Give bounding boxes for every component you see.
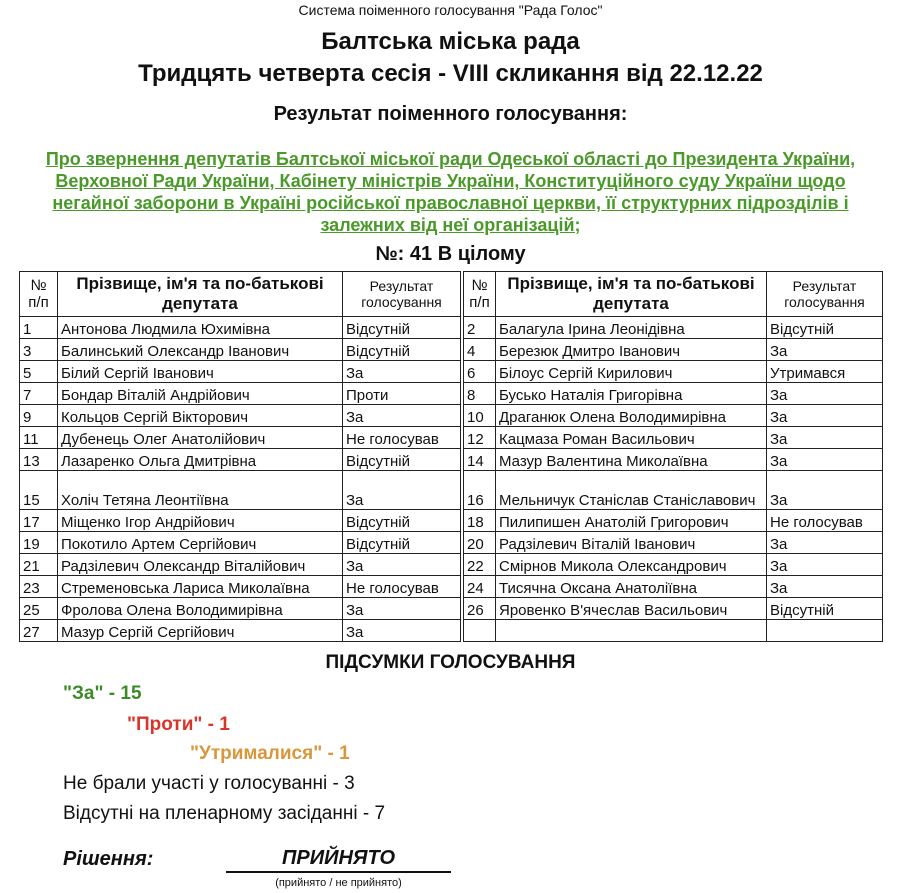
deputy-name: Покотило Артем Сергійович (58, 532, 343, 554)
decision-hint: (прийнято / не прийнято) (275, 877, 402, 889)
deputy-name: Білоус Сергій Кирилович (496, 361, 767, 383)
col-header-name: Прізвище, ім'я та по-батькові депутата (58, 272, 343, 317)
vote-result: Не голосував (343, 576, 461, 598)
deputy-name: Мазур Валентина Миколаївна (496, 449, 767, 471)
table-row (464, 339, 883, 361)
deputy-name: Лазаренко Ольга Дмитрівна (58, 449, 343, 471)
row-number: 15 (20, 471, 58, 510)
vote-result: За (767, 554, 883, 576)
vote-result: За (767, 427, 883, 449)
table-row (464, 361, 883, 383)
vote-result: Відсутній (343, 532, 461, 554)
table-row (20, 383, 461, 405)
table-row (464, 383, 883, 405)
vote-result: За (343, 620, 461, 642)
vote-result: За (767, 405, 883, 427)
deputy-name: Яровенко В'ячеслав Васильович (496, 598, 767, 620)
row-number: 12 (464, 427, 496, 449)
deputy-name: Радзілевич Віталій Іванович (496, 532, 767, 554)
vote-result: За (343, 405, 461, 427)
vote-result: За (343, 554, 461, 576)
table-row (464, 510, 883, 532)
deputy-name: Бондар Віталій Андрійович (58, 383, 343, 405)
vote-result: Не голосував (767, 510, 883, 532)
vote-result: За (343, 471, 461, 510)
row-number: 3 (20, 339, 58, 361)
summary-against: "Проти" - 1 (127, 714, 230, 735)
vote-number: №: 41 В цілому (375, 243, 526, 265)
deputy-name: Антонова Людмила Юхимівна (58, 317, 343, 339)
row-number: 20 (464, 532, 496, 554)
col-header-name: Прізвище, ім'я та по-батькові депутата (496, 272, 767, 317)
table-row (20, 361, 461, 383)
table-row (20, 339, 461, 361)
table-row (20, 427, 461, 449)
vote-result: За (767, 383, 883, 405)
row-number: 17 (20, 510, 58, 532)
row-number: 6 (464, 361, 496, 383)
row-number: 27 (20, 620, 58, 642)
table-row (20, 449, 461, 471)
row-number: 2 (464, 317, 496, 339)
decision-value: ПРИЙНЯТО (226, 847, 451, 873)
deputy-name: Білий Сергій Іванович (58, 361, 343, 383)
vote-result: Відсутній (343, 317, 461, 339)
row-number: 7 (20, 383, 58, 405)
col-header-num: № п/п (464, 272, 496, 317)
table-row (464, 317, 883, 339)
row-number: 10 (464, 405, 496, 427)
vote-result: Відсутній (767, 598, 883, 620)
deputy-name: Стременовська Лариса Миколаївна (58, 576, 343, 598)
col-header-result: Результат голосування (343, 272, 461, 317)
col-header-num: № п/п (20, 272, 58, 317)
vote-result: Відсутній (343, 449, 461, 471)
vote-result: За (343, 598, 461, 620)
deputy-name: Тисячна Оксана Анатоліївна (496, 576, 767, 598)
deputy-name: Пилипишен Анатолій Григорович (496, 510, 767, 532)
table-row (464, 532, 883, 554)
row-number: 18 (464, 510, 496, 532)
row-number: 22 (464, 554, 496, 576)
table-row (20, 554, 461, 576)
vote-result: Відсутній (767, 317, 883, 339)
row-number: 26 (464, 598, 496, 620)
council-title: Балтська міська рада (321, 28, 580, 55)
row-number (464, 620, 496, 642)
summary-absent: Відсутні на пленарному засіданні - 7 (63, 803, 386, 824)
row-number: 1 (20, 317, 58, 339)
deputy-name (496, 620, 767, 642)
row-number: 19 (20, 532, 58, 554)
deputy-name: Радзілевич Олександр Віталійович (58, 554, 343, 576)
table-row (20, 405, 461, 427)
table-row (20, 598, 461, 620)
row-number: 25 (20, 598, 58, 620)
table-row (464, 598, 883, 620)
row-number: 23 (20, 576, 58, 598)
row-number: 11 (20, 427, 58, 449)
vote-result: За (767, 449, 883, 471)
table-row (464, 427, 883, 449)
summary-not-voted: Не брали участі у голосуванні - 3 (63, 773, 355, 794)
row-number: 14 (464, 449, 496, 471)
deputy-name: Холіч Тетяна Леонтіївна (58, 471, 343, 510)
deputy-name: Кольцов Сергій Вікторович (58, 405, 343, 427)
votes-table-left (19, 271, 461, 642)
deputy-name: Мазур Сергій Сергійович (58, 620, 343, 642)
deputy-name: Смірнов Микола Олександрович (496, 554, 767, 576)
vote-result: За (767, 532, 883, 554)
result-title: Результат поіменного голосування: (273, 103, 628, 125)
summary-abstain: "Утрималися" - 1 (190, 743, 350, 764)
deputy-name: Кацмаза Роман Васильович (496, 427, 767, 449)
summary-title: ПІДСУМКИ ГОЛОСУВАННЯ (325, 652, 576, 673)
row-number: 4 (464, 339, 496, 361)
row-number: 16 (464, 471, 496, 510)
row-number: 5 (20, 361, 58, 383)
row-number: 24 (464, 576, 496, 598)
col-header-result: Результат голосування (767, 272, 883, 317)
votes-table-right (463, 271, 883, 642)
table-row (20, 576, 461, 598)
table-row (464, 576, 883, 598)
vote-result: Проти (343, 383, 461, 405)
summary-for: "За" - 15 (63, 683, 142, 704)
table-row (464, 405, 883, 427)
row-number: 13 (20, 449, 58, 471)
table-row (20, 532, 461, 554)
session-title: Тридцять четверта сесія - VIII скликання від 22.12.22 (138, 60, 763, 87)
deputy-name: Драганюк Олена Володимирівна (496, 405, 767, 427)
vote-result (767, 620, 883, 642)
deputy-name: Мельничук Станіслав Станіславович (496, 471, 767, 510)
system-name: Система поіменного голосування "Рада Голос" (298, 2, 603, 18)
table-row (464, 449, 883, 471)
deputy-name: Бусько Наталія Григорівна (496, 383, 767, 405)
vote-result: За (767, 576, 883, 598)
table-row (20, 510, 461, 532)
vote-result: Відсутній (343, 339, 461, 361)
vote-topic: Про звернення депутатів Балтської міської ради Одеської області до Президента України, Верховної Ради України, Кабінету міністрів України, Конституційного суду України щодо негайної заборони в Україні російської православної церкви, її структурних підрозділів і залежних від неї організацій; (45, 149, 856, 235)
deputy-name: Дубенець Олег Анатолійович (58, 427, 343, 449)
deputy-name: Березюк Дмитро Іванович (496, 339, 767, 361)
row-number: 9 (20, 405, 58, 427)
vote-result: За (343, 361, 461, 383)
vote-result: За (767, 339, 883, 361)
row-number: 8 (464, 383, 496, 405)
table-row (464, 471, 883, 510)
deputy-name: Балагула Ірина Леонідівна (496, 317, 767, 339)
vote-result: За (767, 471, 883, 510)
decision-label: Рішення: (63, 848, 154, 870)
table-row (464, 620, 883, 642)
table-row (20, 620, 461, 642)
table-row (20, 317, 461, 339)
table-row (20, 471, 461, 510)
vote-result: Утримався (767, 361, 883, 383)
deputy-name: Міщенко Ігор Андрійович (58, 510, 343, 532)
deputy-name: Балинський Олександр Іванович (58, 339, 343, 361)
deputy-name: Фролова Олена Володимирівна (58, 598, 343, 620)
vote-result: Не голосував (343, 427, 461, 449)
row-number: 21 (20, 554, 58, 576)
vote-result: Відсутній (343, 510, 461, 532)
table-row (464, 554, 883, 576)
